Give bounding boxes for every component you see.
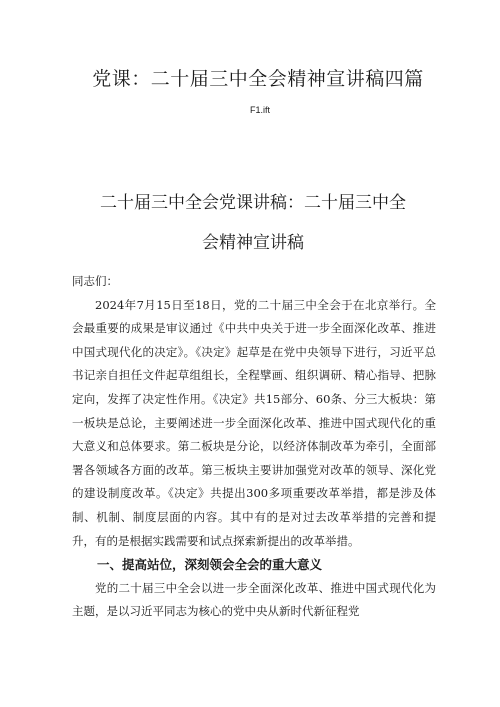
paragraph-intro: 2024年7月15日至18日，党的二十届三中全会于在北京举行。全会最重要的成果是审议通过《中共中央关于进一步全面深化改革、推进中国式现代化的决定》。《决定》起草是在党中央领导下进行，习近平总书记亲自担任文件起草组组长，全程擘画、组织调研、精心指导、把脉定向，发挥了决定性作用。《决定》共15部分、60条、分三大板块：第一板块是总论，主要阐述进一步全面深化改革、推进中国式现代化的重大意义和总体要求。第二板块是分论，以经济体制改革为牵引，全面部署各领域各方面的改革。第三板块主要讲加强党对改革的领导、深化党的建设制度改革。《决定》共提出300多项重要改革举措，都是涉及体制、机制、制度层面的内容。其中有的是对过去改革举措的完善和提升，有的是根据实践需要和试点探索新提出的改革举措。: [72, 297, 436, 548]
paragraph-section-1: 党的二十届三中全会以进一步全面深化改革、推进中国式现代化为主题，是以习近平同志为核心的党中央从新时代新征程党: [72, 580, 436, 619]
subtitle-line-2: 会精神宣讲稿: [202, 233, 304, 253]
document-code: F1.ift: [249, 105, 270, 115]
subtitle-line-1: 二十届三中全会党课讲稿：二十届三中全: [100, 193, 406, 213]
document-body: [72, 270, 436, 624]
salutation: 同志们：: [72, 274, 118, 288]
document-title: 党课：二十届三中全会精神宣讲稿四篇: [92, 68, 424, 90]
section-heading-1: 一、提高站位，深刻领会全会的重大意义: [97, 557, 323, 573]
